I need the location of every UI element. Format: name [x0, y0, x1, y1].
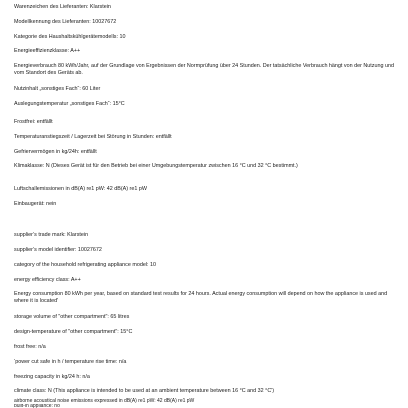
en-climate-class: climate class: N (This appliance is intended to be used at an ambient temperature between 16 °C and 32 °C'): [14, 388, 275, 394]
de-temperature-rise-time: Temperaturanstiegszeit / Lagerzeit bei Störung in Stunden: entfällt: [14, 134, 172, 140]
de-supplier-trademark: Warenzeichen des Lieferanten: Klarstein: [14, 4, 111, 10]
de-appliance-category: Kategorie des Haushaltskühlgerätemodells: 10: [14, 34, 126, 40]
en-energy-consumption: Energy consumption 80 kWh per year, based on standard test results for 24 hours. Actual energy consumption will depend on how the appliance is used and where it is located': [14, 291, 388, 304]
en-supplier-trademark: supplier’s trade mark: Klarstein: [14, 232, 89, 238]
en-energy-efficiency-class: energy efficiency class: A++: [14, 277, 81, 283]
en-temperature-rise-time: ‘power cut safe in h / temperature rise time: n/a: [14, 359, 127, 365]
de-frost-free: Frostfrei: entfällt: [14, 119, 53, 125]
de-energy-consumption: Energieverbrauch 80 kWh/Jahr, auf der Grundlage von Ergebnissen der Normprüfung über 24 Stunden. Der tatsächliche Verbrauch hängt von der Nutzung und vom Standort des Geräts ab.: [14, 63, 394, 76]
en-freezing-capacity: freezing capacity in kg/24 h: n/a: [14, 374, 90, 380]
de-energy-efficiency-class: Energieeffizienzklasse: A++: [14, 48, 81, 54]
de-freezing-capacity: Gefriervermögen in kg/24h: entfällt: [14, 149, 97, 155]
en-appliance-category: category of the household refrigerating appliance model: 10: [14, 262, 157, 268]
en-built-in-appliance: built-in appliance: no: [14, 404, 60, 408]
en-frost-free: frost free: n/a: [14, 344, 46, 350]
de-noise-emissions: Luftschallemissionen in dB(A) re1 pW: 42 dB(A) re1 pW: [14, 186, 147, 192]
en-design-temperature: design-temperature of "other compartment": 15°C: [14, 329, 133, 335]
en-model-identifier: supplier’s model identifier: 10027672: [14, 247, 102, 253]
de-built-in-appliance: Einbaugerät: nein: [14, 201, 57, 207]
en-noise-emissions: airborne acoustical noise emissions expressed in dB(A) re1 pW: 42 dB(A) re1 pW: [14, 398, 195, 404]
de-design-temperature: Auslegungstemperatur „sonstiges Fach“: 15°C: [14, 101, 125, 107]
en-storage-volume: storage volume of "other compartment": 65 litres: [14, 314, 130, 320]
de-storage-volume: Nutzinhalt „sonstiges Fach“: 60 Liter: [14, 86, 101, 92]
de-climate-class: Klimaklasse: N (Dieses Gerät ist für den Betrieb bei einer Umgebungstemperatur zwischen 16 °C und 32 °C bestimmt.): [14, 163, 298, 169]
de-model-identifier: Modellkennung des Lieferanten: 10027672: [14, 19, 117, 25]
